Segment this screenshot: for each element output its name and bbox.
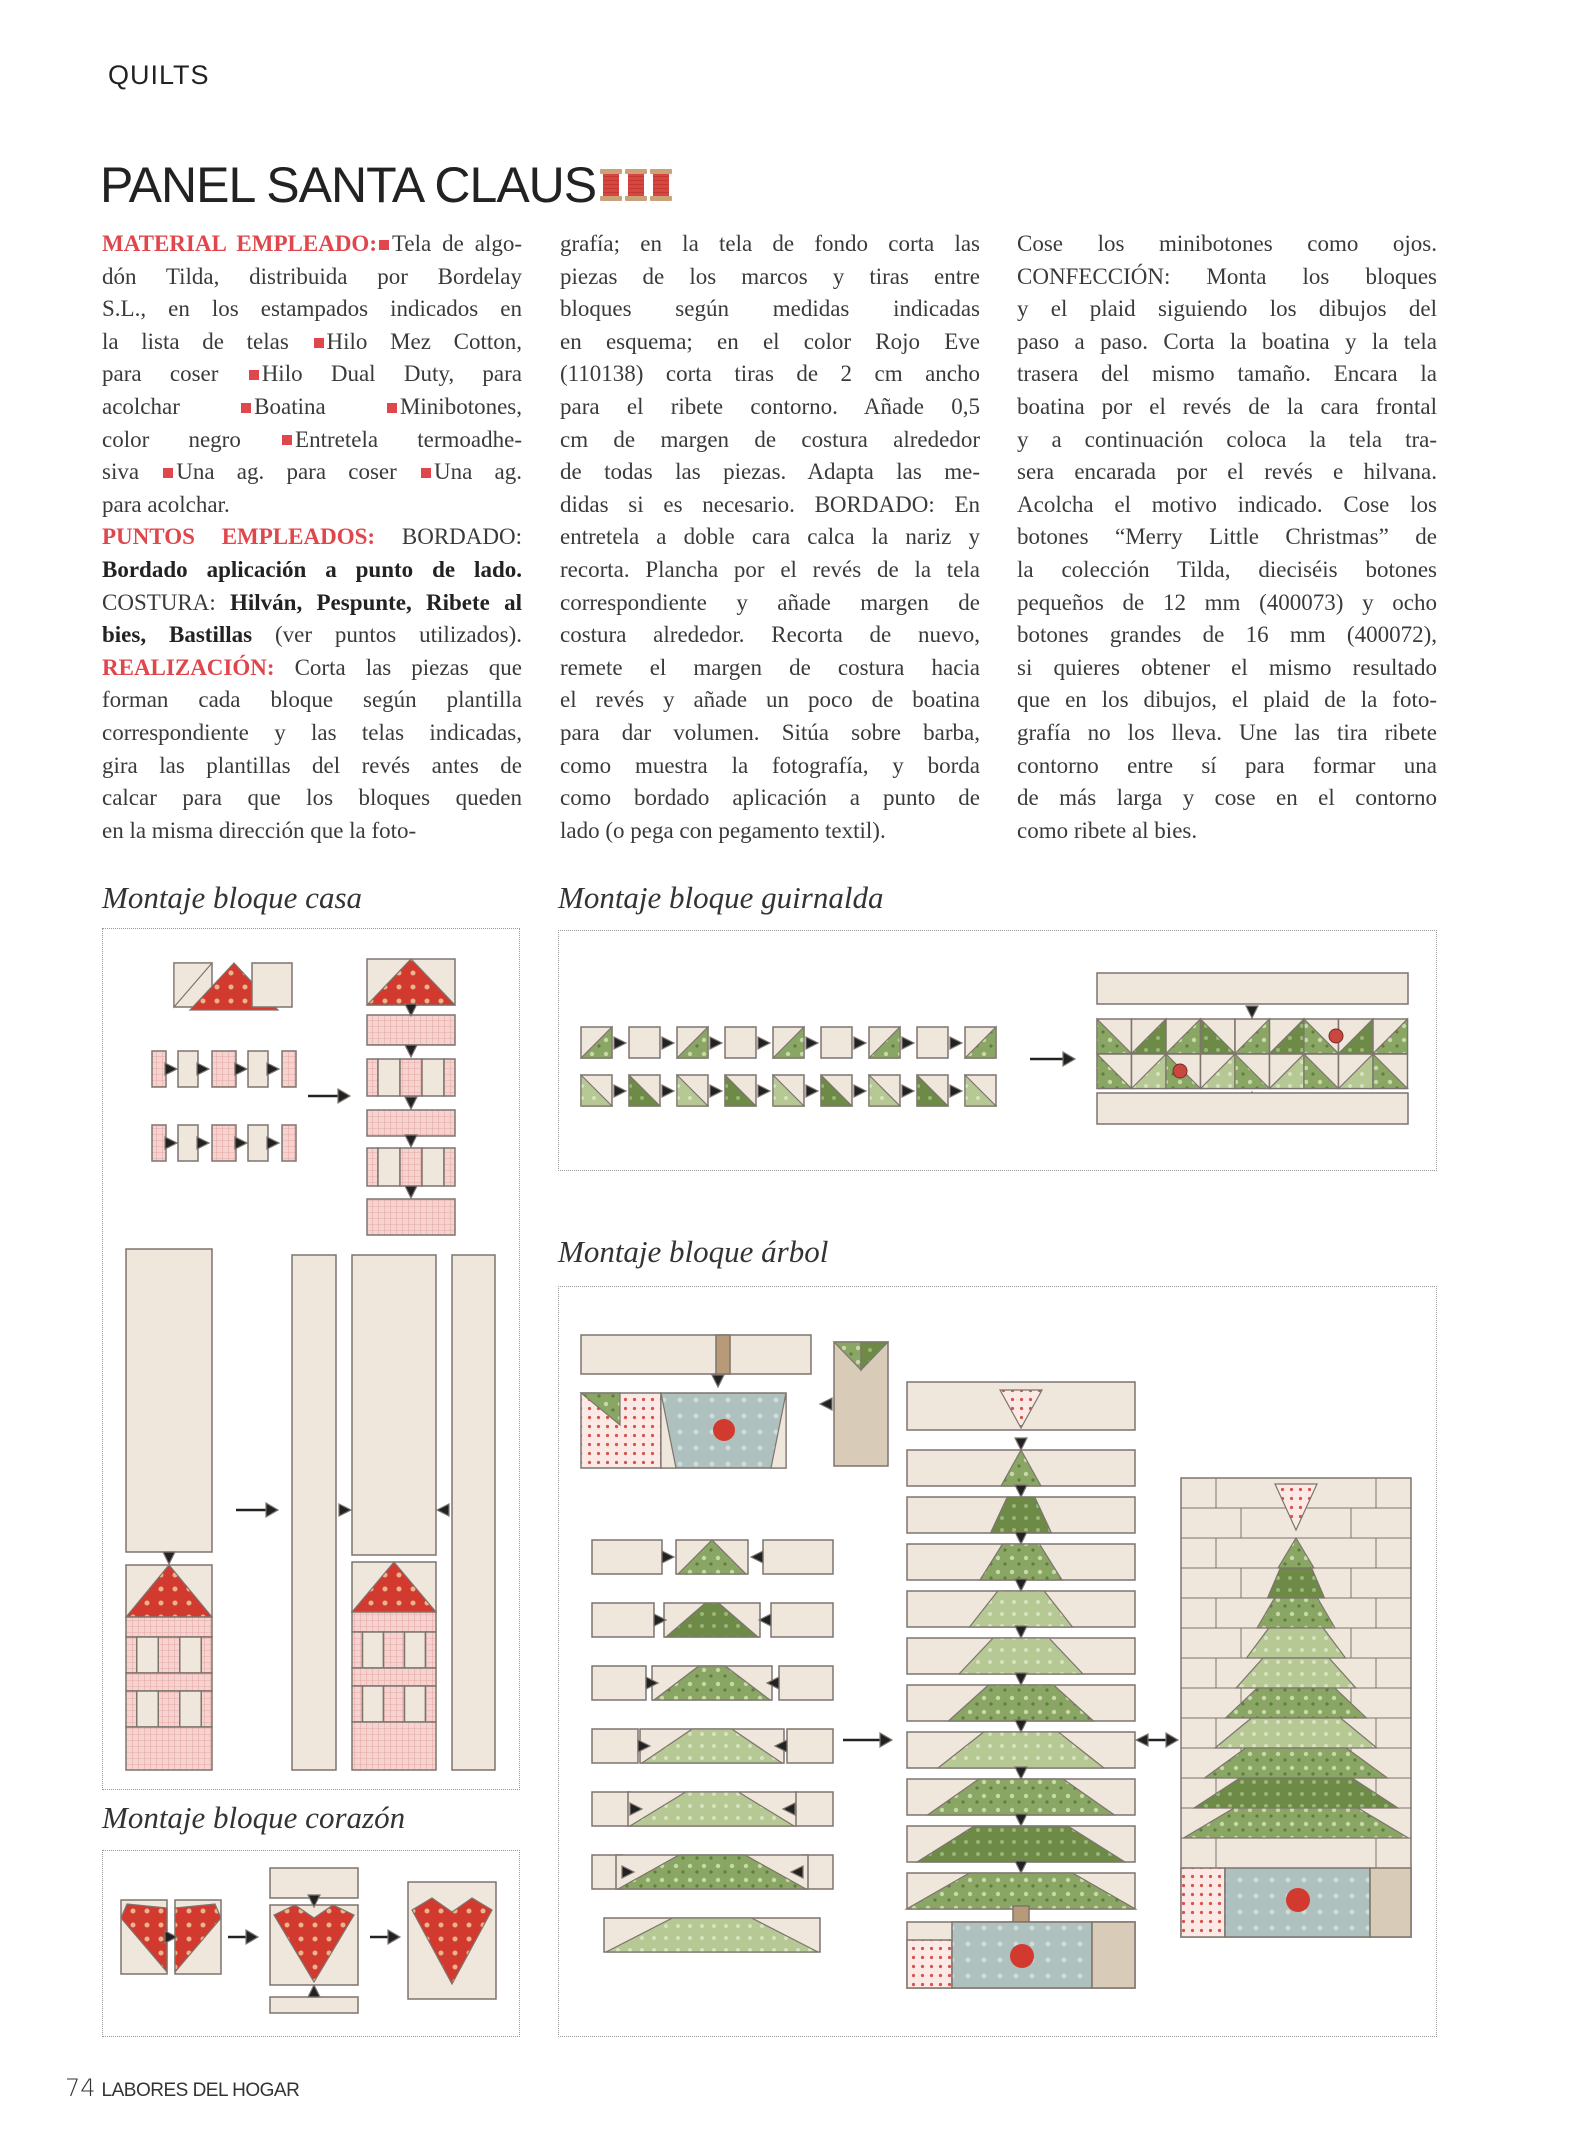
fabric-piece — [592, 1540, 662, 1574]
section-heading: REALIZACIÓN: — [102, 654, 275, 680]
section-label: QUILTS — [108, 60, 210, 90]
fabric-piece — [367, 1199, 455, 1235]
text-run: sera encarada por el revés e hilvana. — [1017, 459, 1437, 485]
text-run: como ribete al bies. — [1017, 817, 1198, 843]
fabric-piece — [158, 1691, 180, 1727]
fabric-piece — [248, 1125, 268, 1161]
fabric-piece — [384, 1686, 405, 1722]
joint-arrow-icon — [339, 1504, 351, 1516]
text-run: calcar para que los bloques queden — [102, 785, 522, 811]
text-run: para el ribete contorno. Añade 0,5 — [560, 393, 980, 419]
fabric-piece — [444, 1148, 455, 1186]
fabric-piece — [352, 1686, 363, 1722]
joint-arrow-icon — [614, 1085, 626, 1097]
rose-motif — [1010, 1944, 1034, 1968]
text-run: grafía; en la tela de fondo corta las — [560, 231, 980, 256]
text-run: Hilván, Pespunte, Ribete al — [230, 589, 522, 615]
text-run: COSTURA: — [102, 589, 231, 615]
fabric-piece — [592, 1603, 654, 1637]
text-run: Cose los minibotones como ojos. — [1017, 231, 1437, 256]
fabric-piece — [212, 1125, 236, 1161]
button-icon — [1173, 1064, 1187, 1078]
joint-arrow-icon — [197, 1137, 209, 1149]
fabric-piece — [201, 1691, 212, 1727]
text-run: CONFECCIÓN: Monta los bloques — [1017, 263, 1437, 289]
joint-arrow-icon — [950, 1085, 962, 1097]
text-run: Hilo Dual Duty, para — [261, 361, 522, 387]
fabric-piece — [367, 1059, 378, 1096]
text-run: la lista de telas — [102, 328, 312, 354]
text-run: botones “Merry Little Christmas” de — [1017, 524, 1437, 550]
text-run: para dar volumen. Sitúa sobre barba, — [560, 719, 980, 745]
text-run: que en los dibujos, el plaid de la foto- — [1017, 687, 1437, 713]
joint-arrow-icon — [820, 1398, 832, 1410]
text-run: forman cada bloque según plantilla — [102, 687, 522, 713]
text-run: y el plaid siguiendo los dibujos del — [1017, 296, 1437, 322]
fabric-piece — [367, 1015, 455, 1045]
flying-geese-square — [629, 1027, 660, 1058]
joint-arrow-icon — [662, 1085, 674, 1097]
joint-arrow-icon — [165, 1137, 177, 1149]
text-run: si quieres obtener el mismo resultado — [1017, 654, 1437, 680]
fabric-piece — [422, 1059, 444, 1096]
joint-arrow-icon — [165, 1063, 177, 1075]
text-run: recorta. Plancha por el revés de la tela — [560, 556, 980, 582]
text-run: correspondiente y las telas indicadas, — [102, 719, 522, 745]
text-run: Minibotones, — [399, 393, 522, 419]
border-strip — [1097, 973, 1408, 1004]
joint-arrow-icon — [710, 1037, 722, 1049]
text-run: el revés y añade un poco de boatina — [560, 687, 980, 713]
text-run: entretela a doble cara calca la nariz y — [560, 524, 980, 550]
text-run: Una ag. para coser — [176, 459, 419, 485]
fabric-piece — [400, 1059, 422, 1096]
diagram-title-casa: Montaje bloque casa — [102, 880, 363, 915]
text-run: gira las plantillas del revés antes de — [102, 752, 522, 778]
fabric-piece — [352, 1668, 436, 1686]
text-run: Entretela termoadhe- — [295, 426, 522, 452]
text-run: Acolcha el motivo indicado. Cose los — [1017, 491, 1437, 517]
flying-geese-square — [917, 1027, 948, 1058]
text-run: para coser — [102, 361, 247, 387]
title-text: PANEL SANTA CLAUS — [100, 157, 597, 213]
fabric-piece — [152, 1125, 166, 1161]
fabric-piece — [352, 1612, 436, 1632]
text-run: de todas las piezas. Adapta las me- — [560, 459, 980, 485]
joint-arrow-icon — [1246, 1006, 1258, 1018]
side-strip — [452, 1255, 495, 1770]
fabric-piece — [180, 1637, 202, 1673]
arrowhead-icon — [388, 1930, 400, 1944]
text-run: didas si es necesario. BORDADO: En — [560, 491, 980, 517]
text-run: cm de margen de costura alrededor — [560, 426, 980, 452]
text-run: pequeños de 12 mm (400073) y ocho — [1017, 589, 1437, 615]
arrowhead-icon — [266, 1503, 278, 1517]
fabric-piece — [405, 1632, 426, 1668]
joint-arrow-icon — [1015, 1720, 1027, 1732]
fabric-piece — [126, 1617, 212, 1637]
joint-arrow-icon — [405, 1135, 417, 1147]
joint-arrow-icon — [1015, 1814, 1027, 1826]
fabric-piece — [126, 1673, 212, 1691]
text-run: piezas de los marcos y tiras entre — [560, 263, 980, 289]
text-run: (ver puntos utilizados). — [252, 622, 522, 648]
joint-arrow-icon — [614, 1037, 626, 1049]
text-run: BORDADO: — [375, 524, 522, 550]
joint-arrow-icon — [902, 1037, 914, 1049]
rose-motif — [713, 1419, 735, 1441]
pot-side — [1181, 1868, 1225, 1937]
fabric-piece — [363, 1686, 384, 1722]
text-run: acolchar — [102, 393, 240, 419]
fabric-piece — [152, 1051, 166, 1087]
fabric-piece — [352, 1632, 363, 1668]
fabric-piece — [201, 1637, 212, 1673]
joint-arrow-icon — [662, 1037, 674, 1049]
fabric-piece — [248, 1051, 268, 1087]
trunk — [1013, 1906, 1029, 1922]
joint-arrow-icon — [1015, 1626, 1027, 1638]
fabric-piece — [137, 1637, 159, 1673]
joint-arrow-icon — [854, 1037, 866, 1049]
joint-arrow-icon — [1015, 1532, 1027, 1544]
fabric-piece — [787, 1729, 833, 1763]
text-run: para acolchar. — [102, 491, 230, 517]
joint-arrow-icon — [267, 1063, 279, 1075]
joint-arrow-icon — [1015, 1485, 1027, 1497]
text-run: Corta las piezas que — [274, 654, 522, 680]
fabric-piece — [178, 1051, 198, 1087]
joint-arrow-icon — [710, 1085, 722, 1097]
joint-arrow-icon — [759, 1614, 771, 1626]
button-icon — [1329, 1029, 1343, 1043]
joint-arrow-icon — [267, 1137, 279, 1149]
arrowhead-icon — [880, 1733, 892, 1747]
fabric-piece — [282, 1051, 296, 1087]
top-strip — [581, 1335, 811, 1374]
joint-arrow-icon — [1015, 1579, 1027, 1591]
fabric-piece — [592, 1792, 630, 1826]
joint-arrow-icon — [950, 1037, 962, 1049]
text-run: Tela de algo- — [391, 231, 522, 256]
joint-arrow-icon — [902, 1085, 914, 1097]
diagram-title-arbol: Montaje bloque árbol — [558, 1234, 829, 1269]
text-run: y a continuación coloca la tela tra- — [1017, 426, 1437, 452]
text-run: como muestra la fotografía, y borda — [560, 752, 980, 778]
fabric-piece — [367, 1148, 378, 1186]
background-strip — [126, 1249, 212, 1552]
diagram-title-guirnalda: Montaje bloque guirnalda — [558, 880, 884, 915]
text-run: Una ag. — [434, 459, 522, 485]
joint-arrow-icon — [163, 1552, 175, 1564]
text-run: Hilo Mez Cotton, — [326, 328, 522, 354]
joint-arrow-icon — [758, 1085, 770, 1097]
joint-arrow-icon — [308, 1985, 320, 1997]
border-strip — [1097, 1093, 1408, 1124]
joint-arrow-icon — [806, 1085, 818, 1097]
text-run: boatina por el revés de la cara frontal — [1017, 393, 1437, 419]
joint-arrow-icon — [1015, 1438, 1027, 1450]
fabric-piece — [771, 1603, 833, 1637]
page-number: 74 — [65, 2074, 96, 2102]
section-heading: MATERIAL EMPLEADO: — [102, 231, 377, 256]
arrowhead-icon — [338, 1089, 350, 1103]
fabric-piece — [126, 1691, 137, 1727]
joint-arrow-icon — [751, 1551, 763, 1563]
diagram-title-corazon: Montaje bloque corazón — [102, 1800, 406, 1835]
fabric-piece — [363, 1632, 384, 1668]
arrowhead-icon — [1166, 1733, 1178, 1747]
joint-arrow-icon — [405, 1004, 417, 1016]
heart-bottom-strip — [270, 1997, 358, 2013]
text-run: remete el margen de costura hacia — [560, 654, 980, 680]
fabric-piece — [592, 1666, 646, 1700]
joint-arrow-icon — [1015, 1767, 1027, 1779]
heart-top-strip — [270, 1868, 358, 1898]
joint-arrow-icon — [405, 1186, 417, 1198]
joint-arrow-icon — [405, 1045, 417, 1057]
fabric-piece — [426, 1632, 437, 1668]
joint-arrow-icon — [405, 1097, 417, 1109]
fabric-piece — [426, 1686, 437, 1722]
joint-arrow-icon — [235, 1137, 247, 1149]
flying-geese-square — [725, 1027, 756, 1058]
fabric-piece — [763, 1540, 833, 1574]
text-run: S.L., en los estampados indicados en — [102, 296, 522, 322]
joint-arrow-icon — [1015, 1861, 1027, 1873]
text-run: lado (o pega con pegamento textil). — [560, 817, 886, 843]
fabric-piece — [405, 1686, 426, 1722]
text-run: color negro — [102, 426, 281, 452]
fabric-piece — [400, 1148, 422, 1186]
text-run: bloques según medidas indicadas — [560, 296, 980, 322]
fabric-piece — [592, 1729, 638, 1763]
magazine-name: LABORES DEL HOGAR — [101, 2080, 300, 2101]
fabric-piece — [422, 1148, 444, 1186]
fabric-piece — [378, 1148, 400, 1186]
text-run: Bordado aplicación a punto de lado. — [102, 556, 522, 582]
fabric-piece — [384, 1632, 405, 1668]
text-run: de más larga y cose en el contorno — [1017, 785, 1437, 811]
text-run: trasera del mismo tamaño. Encara la — [1017, 361, 1437, 387]
arrowhead-icon — [246, 1930, 258, 1944]
text-run: correspondiente y añade margen de — [560, 589, 980, 615]
joint-arrow-icon — [712, 1375, 724, 1387]
text-run: grafía no los lleva. Une las tira ribete — [1017, 719, 1437, 745]
rose-motif — [1286, 1888, 1310, 1912]
fabric-piece — [795, 1792, 833, 1826]
joint-arrow-icon — [197, 1063, 209, 1075]
pot-side — [907, 1940, 952, 1988]
fabric-piece — [444, 1059, 455, 1096]
joint-arrow-icon — [1136, 1734, 1148, 1746]
fabric-piece — [180, 1691, 202, 1727]
text-run: contorno entre sí para formar una — [1017, 752, 1437, 778]
background-strip — [352, 1255, 436, 1555]
arrowhead-icon — [1063, 1052, 1075, 1066]
fabric-piece — [126, 1727, 212, 1770]
fabric-piece — [212, 1051, 236, 1087]
fabric-piece — [178, 1125, 198, 1161]
text-run: siva — [102, 459, 162, 485]
text-run: paso a paso. Corta la boatina y la tela — [1017, 328, 1437, 354]
text-run: como bordado aplicación a punto de — [560, 785, 980, 811]
fabric-piece — [126, 1637, 137, 1673]
fabric-piece — [282, 1125, 296, 1161]
joint-arrow-icon — [758, 1037, 770, 1049]
text-run: la colección Tilda, dieciséis botones — [1017, 556, 1437, 582]
joint-arrow-icon — [437, 1504, 449, 1516]
goose-block — [1370, 1868, 1411, 1937]
section-heading: PUNTOS EMPLEADOS: — [102, 524, 376, 550]
fabric-piece — [137, 1691, 159, 1727]
pot-side — [581, 1393, 661, 1468]
text-run: costura alrededor. Recorta de nuevo, — [560, 622, 980, 648]
text-run: bies, Bastillas — [102, 622, 253, 648]
page-footer — [65, 2074, 299, 2102]
fabric-piece — [158, 1637, 180, 1673]
fabric-piece — [378, 1059, 400, 1096]
trunk — [716, 1335, 730, 1374]
joint-arrow-icon — [854, 1085, 866, 1097]
fabric-piece — [252, 963, 292, 1007]
joint-arrow-icon — [1015, 1673, 1027, 1685]
fabric-piece — [779, 1666, 833, 1700]
text-run: botones grandes de 16 mm (400072), — [1017, 622, 1437, 648]
goose-block — [1092, 1922, 1135, 1988]
text-run: en la misma dirección que la foto- — [102, 817, 417, 843]
fabric-piece — [367, 1110, 455, 1136]
joint-arrow-icon — [662, 1551, 674, 1563]
side-strip — [292, 1255, 336, 1770]
joint-arrow-icon — [235, 1063, 247, 1075]
text-run: en esquema; en el color Rojo Eve — [560, 328, 980, 354]
joint-arrow-icon — [806, 1037, 818, 1049]
fabric-piece — [352, 1722, 436, 1770]
text-run: Boatina — [254, 393, 385, 419]
flying-geese-square — [821, 1027, 852, 1058]
text-run: (110138) corta tiras de 2 cm ancho — [560, 361, 980, 387]
text-run: dón Tilda, distribuida por Bordelay — [102, 263, 522, 289]
